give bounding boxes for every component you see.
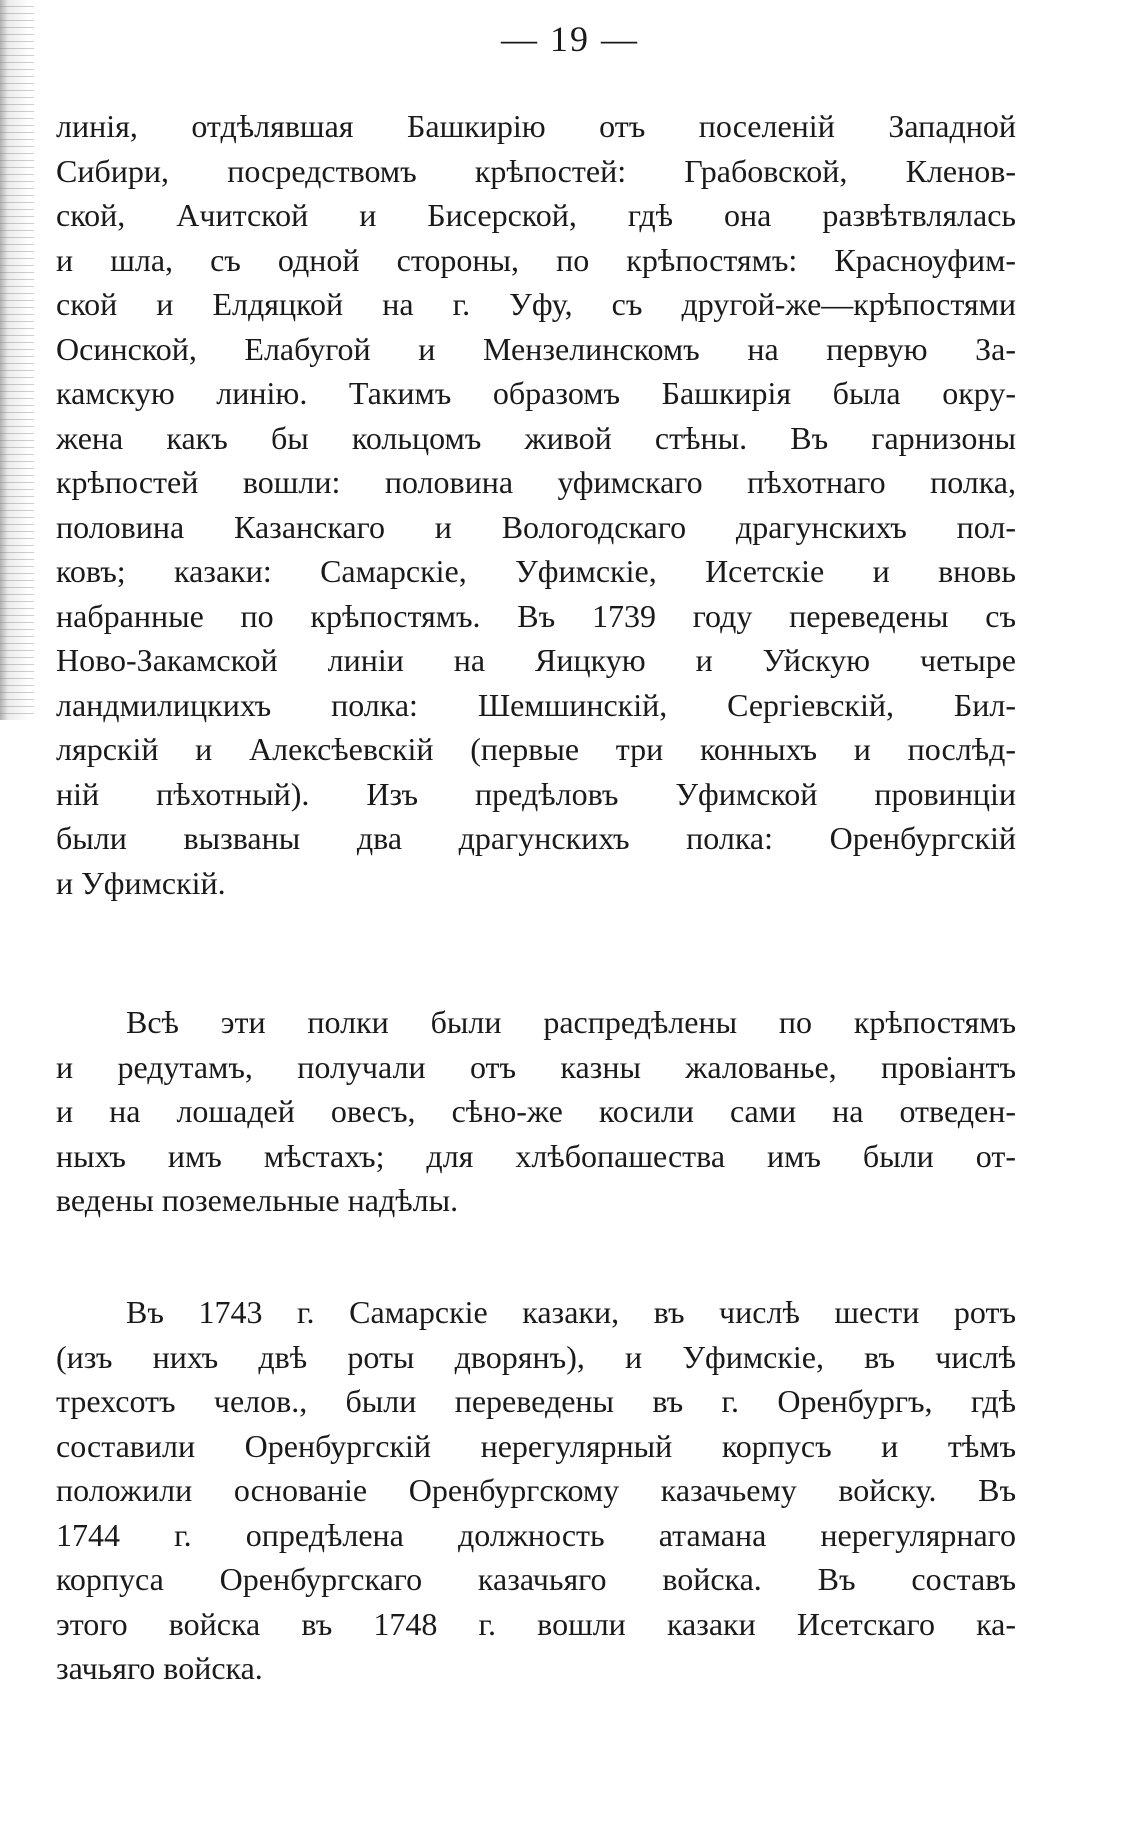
text-line: ведены поземельные надѣлы.	[56, 1182, 459, 1218]
text-line: Всѣ эти полки были распредѣлены по крѣпостямъ	[126, 1004, 1016, 1040]
paragraph-2	[56, 1000, 1016, 1223]
text-line: ской и Елдяцкой на г. Уфу, съ другой-же—крѣпостями	[56, 286, 1016, 322]
paragraph-3	[56, 1290, 1016, 1691]
binding-edge-shadow	[0, 0, 34, 720]
text-line: и шла, съ одной стороны, по крѣпостямъ: Красноуфим-	[56, 241, 1016, 278]
text-line: ковъ; казаки: Самарскіе, Уфимскіе, Исетскіе и вновь	[56, 553, 1016, 589]
text-line: камскую линію. Такимъ образомъ Башкирія была окру-	[56, 375, 1016, 411]
text-line: 1744 г. опредѣлена должность атамана нерегулярнаго	[56, 1516, 1016, 1553]
text-line: (изъ нихъ двѣ роты дворянъ), и Уфимскіе, въ числѣ	[56, 1338, 1016, 1375]
text-line: Ново-Закамской линіи на Яицкую и Уйскую четыре	[56, 642, 1016, 678]
text-line: ній пѣхотный). Изъ предѣловъ Уфимской провинціи	[56, 775, 1016, 812]
text-line: и редутамъ, получали отъ казны жалованье, провіантъ	[56, 1048, 1016, 1085]
text-line: положили основаніе Оренбургскому казачьему войску. Въ	[56, 1472, 1016, 1508]
paragraph-1	[56, 104, 1016, 905]
page-number: — 19 —	[501, 19, 639, 59]
text-line: ландмилицкихъ полка: Шемшинскій, Сергіевскій, Бил-	[56, 686, 1016, 723]
text-line: зачьяго войска.	[56, 1650, 263, 1686]
text-line: составили Оренбургскій нерегулярный корпусъ и тѣмъ	[56, 1427, 1016, 1464]
text-line: половина Казанскаго и Вологодскаго драгунскихъ пол-	[56, 508, 1016, 545]
text-line: этого войска въ 1748 г. вошли казаки Исетскаго ка-	[56, 1605, 1016, 1642]
text-line: Осинской, Елабугой и Мензелинскомъ на первую За-	[56, 330, 1016, 367]
text-line: набранные по крѣпостямъ. Въ 1739 году переведены съ	[56, 597, 1016, 634]
text-line: Сибири, посредствомъ крѣпостей: Грабовской, Кленов-	[56, 152, 1016, 189]
text-line: линія, отдѣлявшая Башкирію отъ поселеній Западной	[56, 108, 1016, 144]
text-line: Въ 1743 г. Самарскіе казаки, въ числѣ шести ротъ	[126, 1294, 1016, 1330]
text-line: трехсотъ челов., были переведены въ г. Оренбургъ, гдѣ	[56, 1383, 1016, 1419]
text-line: крѣпостей вошли: половина уфимскаго пѣхотнаго полка,	[56, 464, 1016, 500]
text-line: ныхъ имъ мѣстахъ; для хлѣбопашества имъ были от-	[56, 1137, 1016, 1174]
text-line: и на лошадей овесъ, сѣно-же косили сами на отведен-	[56, 1093, 1016, 1129]
text-line: и Уфимскій.	[56, 864, 226, 901]
text-line: корпуса Оренбургскаго казачьяго войска. Въ составъ	[56, 1561, 1016, 1597]
text-line: жена какъ бы кольцомъ живой стѣны. Въ гарнизоны	[56, 419, 1016, 456]
text-line: были вызваны два драгунскихъ полка: Оренбургскій	[56, 820, 1016, 856]
text-line: ской, Ачитской и Бисерской, гдѣ она развѣтвлялась	[56, 197, 1016, 233]
text-line: лярскій и Алексѣевскій (первые три конныхъ и послѣд-	[56, 731, 1016, 767]
